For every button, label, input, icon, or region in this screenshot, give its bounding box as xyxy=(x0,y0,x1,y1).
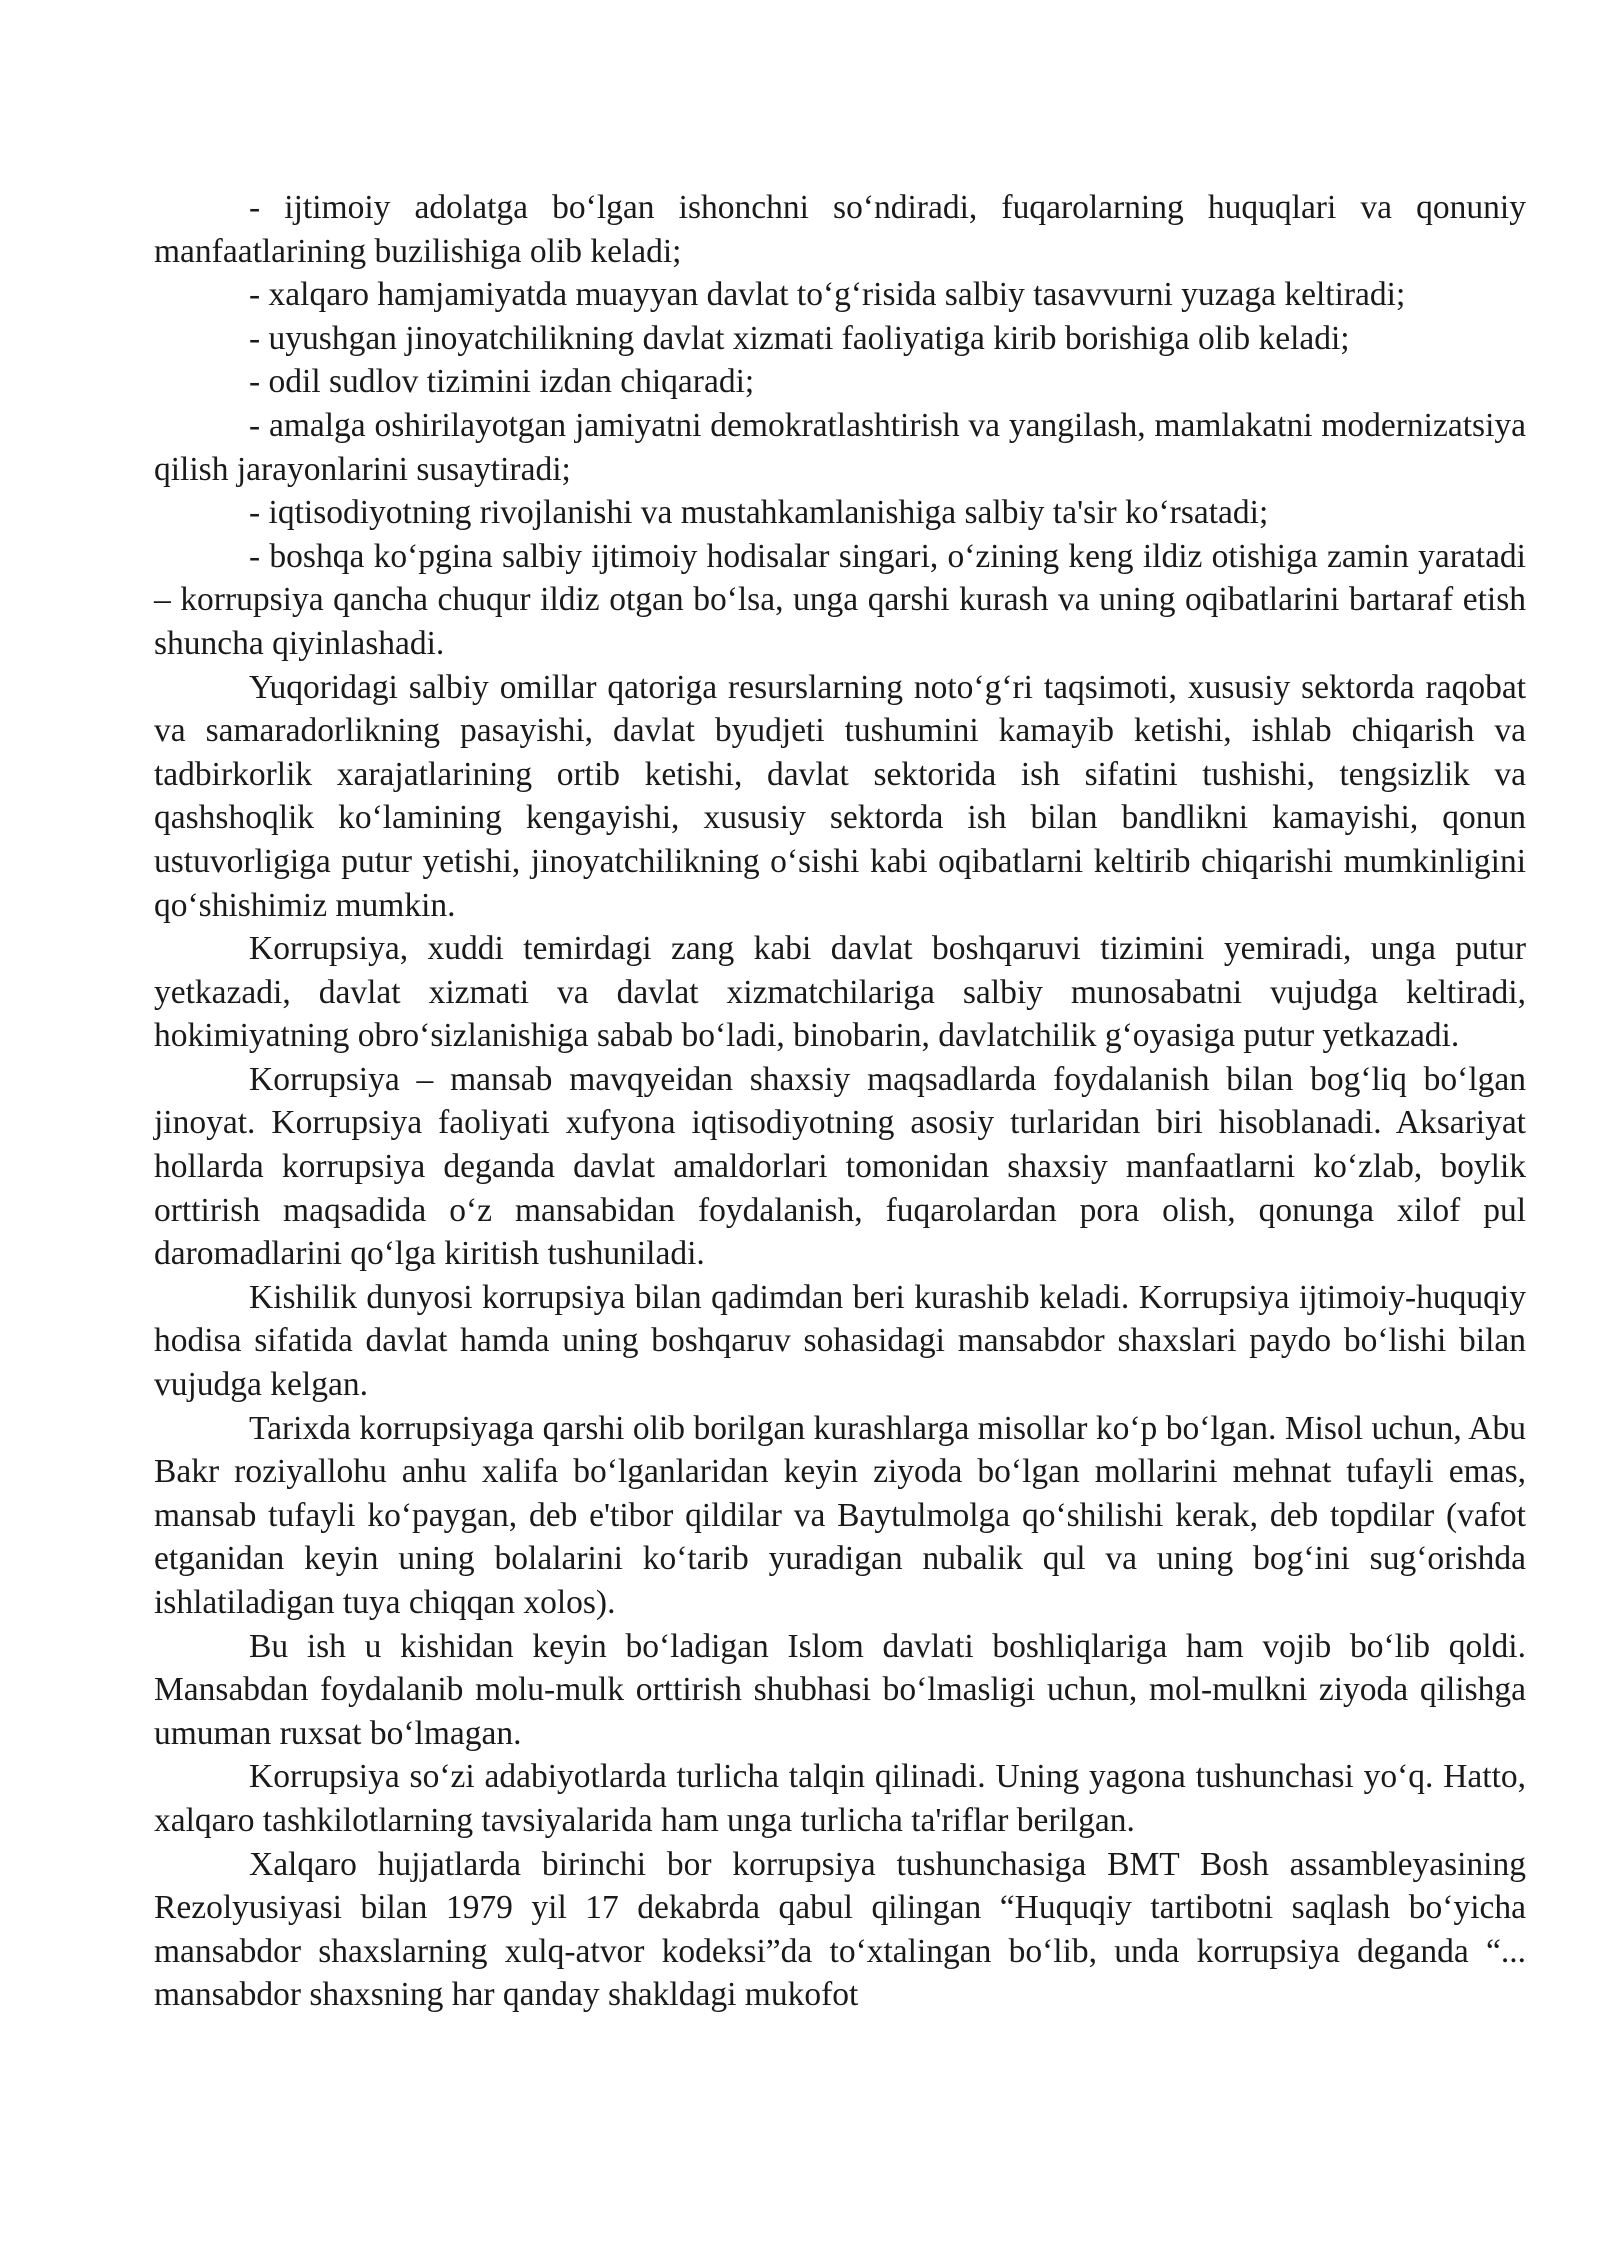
paragraph: - odil sudlov tizimini izdan chiqaradi; xyxy=(249,363,755,401)
paragraph: Bu ish u kishidan keyin bo‘ladigan Islom davlati boshliqlariga ham vojib bo‘lib qoldi. Mansabdan foydalanib molu-mulk orttirish shubhasi bo‘lmasligi uchun, mol-mulkni ziyoda qilishga umuman ruxsat bo‘lmagan. xyxy=(154,1627,1526,1752)
paragraph: Yuqoridagi salbiy omillar qatoriga resurslarning noto‘g‘ri taqsimoti, xususiy sektorda raqobat va samaradorlikning pasayishi, davlat byudjeti tushumini kamayib ketishi, ishlab chiqarish va tadbirkorlik xarajatlarining ortib ketishi, davlat sektorida ish sifatini tushishi, tengsizlik va qashshoqlik ko‘lamining kengayishi, xususiy sektorda ish bilan bandlikni kamayishi, qonun ustuvorligiga putur yetishi, jinoyatchilikning o‘sishi kabi oqibatlarni keltirib chiqarishi mumkinligini qo‘shishimiz mumkin. xyxy=(154,668,1526,924)
paragraph: - ijtimoiy adolatga bo‘lgan ishonchni so‘ndiradi, fuqarolarning huquqlari va qonuniy manfaatlarining buzilishiga olib keladi; xyxy=(154,189,1526,270)
paragraph: - iqtisodiyotning rivojlanishi va mustahkamlanishiga salbiy ta'sir ko‘rsatadi; xyxy=(249,494,1269,532)
paragraph: Korrupsiya – mansab mavqyeidan shaxsiy maqsadlarda foydalanish bilan bog‘liq bo‘lgan jinoyat. Korrupsiya faoliyati xufyona iqtisodiyotning asosiy turlaridan biri hisoblanadi. Aksariyat hollarda korrupsiya deganda davlat amaldorlari tomonidan shaxsiy manfaatlarni ko‘zlab, boylik orttirish maqsadida o‘z mansabidan foydalanish, fuqarolardan pora olish, qonunga xilof pul daromadlarini qo‘lga kiritish tushuniladi. xyxy=(154,1060,1526,1273)
paragraph: Korrupsiya so‘zi adabiyotlarda turlicha talqin qilinadi. Uning yagona tushunchasi yo‘q. Hatto, xalqaro tashkilotlarning tavsiyalarida ham unga turlicha ta'riflar berilgan. xyxy=(154,1758,1526,1839)
paragraph: - boshqa ko‘pgina salbiy ijtimoiy hodisalar singari, o‘zining keng ildiz otishiga zamin yaratadi – korrupsiya qancha chuqur ildiz otgan bo‘lsa, unga qarshi kurash va uning oqibatlarini bartaraf etish shuncha qiyinlashadi. xyxy=(154,537,1526,662)
document-page xyxy=(154,186,1526,2017)
paragraph: Xalqaro hujjatlarda birinchi bor korrupsiya tushunchasiga BMT Bosh assambleyasining Rezolyusiyasi bilan 1979 yil 17 dekabrda qabul qilingan “Huquqiy tartibotni saqlash bo‘yicha mansabdor shaxslarning xulq-atvor kodeksi”da to‘xtalingan bo‘lib, unda korrupsiya deganda “... mansabdor shaxsning har qanday shakldagi mukofot xyxy=(154,1845,1526,2014)
paragraph: - xalqaro hamjamiyatda muayyan davlat to‘g‘risida salbiy tasavvurni yuzaga keltiradi; xyxy=(249,276,1406,314)
paragraph: Korrupsiya, xuddi temirdagi zang kabi davlat boshqaruvi tizimini yemiradi, unga putur yetkazadi, davlat xizmati va davlat xizmatchilariga salbiy munosabatni vujudga keltiradi, hokimiyatning obro‘sizlanishiga sabab bo‘ladi, binobarin, davlatchilik g‘oyasiga putur yetkazadi. xyxy=(154,930,1526,1055)
paragraph: - uyushgan jinoyatchilikning davlat xizmati faoliyatiga kirib borishiga olib keladi; xyxy=(249,319,1350,357)
paragraph: Tarixda korrupsiyaga qarshi olib borilgan kurashlarga misollar ko‘p bo‘lgan. Misol uchun, Abu Bakr roziyallohu anhu xalifa bo‘lganlaridan keyin ziyoda bo‘lgan mollarini mehnat tufayli emas, mansab tufayli ko‘paygan, deb e'tibor qildilar va Baytulmolga qo‘shilishi kerak, deb topdilar (vafot etganidan keyin uning bolalarini ko‘tarib yuradigan nubalik qul va uning bog‘ini sug‘orishda ishlatiladigan tuya chiqqan xolos). xyxy=(154,1409,1526,1621)
paragraph: - amalga oshirilayotgan jamiyatni demokratlashtirish va yangilash, mamlakatni modernizatsiya qilish jarayonlarini susaytiradi; xyxy=(154,406,1526,488)
paragraph: Kishilik dunyosi korrupsiya bilan qadimdan beri kurashib keladi. Korrupsiya ijtimoiy-huquqiy hodisa sifatida davlat hamda uning boshqaruv sohasidagi mansabdor shaxslari paydo bo‘lishi bilan vujudga kelgan. xyxy=(154,1278,1526,1404)
